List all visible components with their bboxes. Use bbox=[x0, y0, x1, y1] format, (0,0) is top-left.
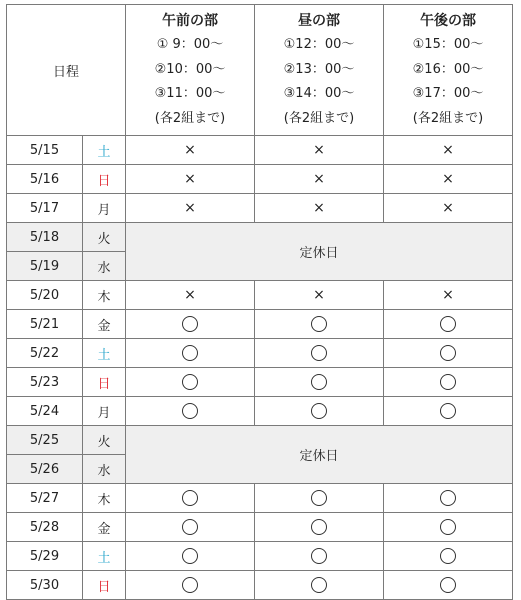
slot-time: ①15：00～ bbox=[412, 37, 484, 53]
slot-time: ③17：00～ bbox=[412, 86, 484, 102]
unavailable-x-icon: × bbox=[442, 287, 454, 303]
weekday-cell: 日 bbox=[83, 165, 126, 194]
date-cell: 5/30 bbox=[7, 571, 83, 600]
availability-cell bbox=[255, 484, 384, 513]
availability-cell bbox=[126, 542, 255, 571]
table-row bbox=[7, 165, 513, 194]
availability-cell bbox=[126, 513, 255, 542]
date-cell: 5/15 bbox=[7, 136, 83, 165]
availability-cell bbox=[384, 513, 513, 542]
slot-time: ③14：00～ bbox=[283, 86, 355, 102]
available-circle-icon bbox=[440, 403, 456, 419]
closed-day-row bbox=[7, 223, 513, 252]
availability-cell bbox=[126, 339, 255, 368]
closed-label: 定休日 bbox=[126, 426, 513, 484]
slot-time: ②13：00～ bbox=[283, 61, 355, 77]
availability-cell bbox=[255, 194, 384, 223]
availability-cell bbox=[255, 368, 384, 397]
available-circle-icon bbox=[182, 519, 198, 535]
available-circle-icon bbox=[311, 490, 327, 506]
table-row bbox=[7, 136, 513, 165]
available-circle-icon bbox=[182, 548, 198, 564]
unavailable-x-icon: × bbox=[442, 200, 454, 216]
date-cell: 5/28 bbox=[7, 513, 83, 542]
available-circle-icon bbox=[182, 577, 198, 593]
header-row bbox=[7, 5, 513, 136]
slot-time: ②10：00～ bbox=[154, 61, 226, 77]
unavailable-x-icon: × bbox=[184, 200, 196, 216]
available-circle-icon bbox=[311, 577, 327, 593]
table-row bbox=[7, 397, 513, 426]
available-circle-icon bbox=[182, 403, 198, 419]
availability-cell bbox=[126, 165, 255, 194]
slot-note: (各2組まで) bbox=[154, 110, 226, 126]
weekday-cell: 金 bbox=[83, 310, 126, 339]
unavailable-x-icon: × bbox=[313, 200, 325, 216]
slot-title: 午後の部 bbox=[420, 12, 477, 29]
slot-title: 昼の部 bbox=[298, 12, 341, 29]
weekday-cell: 日 bbox=[83, 368, 126, 397]
weekday-cell: 月 bbox=[83, 194, 126, 223]
available-circle-icon bbox=[440, 374, 456, 390]
availability-cell bbox=[384, 310, 513, 339]
weekday-cell: 土 bbox=[83, 542, 126, 571]
date-cell: 5/17 bbox=[7, 194, 83, 223]
date-cell: 5/27 bbox=[7, 484, 83, 513]
weekday-cell: 火 bbox=[83, 223, 126, 252]
availability-cell bbox=[255, 136, 384, 165]
table-row bbox=[7, 310, 513, 339]
closed-label: 定休日 bbox=[126, 223, 513, 281]
availability-cell bbox=[384, 397, 513, 426]
noon-slot-header bbox=[255, 5, 384, 136]
available-circle-icon bbox=[440, 345, 456, 361]
availability-cell bbox=[255, 397, 384, 426]
available-circle-icon bbox=[440, 519, 456, 535]
unavailable-x-icon: × bbox=[184, 142, 196, 158]
unavailable-x-icon: × bbox=[313, 287, 325, 303]
weekday-cell: 日 bbox=[83, 571, 126, 600]
date-column-header: 日程 bbox=[7, 5, 126, 136]
date-cell: 5/19 bbox=[7, 252, 83, 281]
available-circle-icon bbox=[311, 345, 327, 361]
unavailable-x-icon: × bbox=[442, 171, 454, 187]
afternoon-slot-header bbox=[384, 5, 513, 136]
weekday-cell: 月 bbox=[83, 397, 126, 426]
slot-time: ③11：00～ bbox=[154, 86, 226, 102]
table-row bbox=[7, 571, 513, 600]
availability-cell bbox=[126, 194, 255, 223]
date-cell: 5/20 bbox=[7, 281, 83, 310]
date-cell: 5/23 bbox=[7, 368, 83, 397]
availability-cell bbox=[255, 571, 384, 600]
slot-note: (各2組まで) bbox=[412, 110, 484, 126]
availability-cell bbox=[255, 165, 384, 194]
available-circle-icon bbox=[182, 345, 198, 361]
available-circle-icon bbox=[182, 316, 198, 332]
slot-time: ① 9：00～ bbox=[156, 37, 224, 53]
date-cell: 5/29 bbox=[7, 542, 83, 571]
closed-day-row bbox=[7, 426, 513, 455]
availability-cell bbox=[126, 397, 255, 426]
available-circle-icon bbox=[440, 316, 456, 332]
weekday-cell: 土 bbox=[83, 339, 126, 368]
available-circle-icon bbox=[182, 374, 198, 390]
table-row bbox=[7, 194, 513, 223]
availability-cell bbox=[384, 136, 513, 165]
weekday-cell: 火 bbox=[83, 426, 126, 455]
availability-cell bbox=[384, 281, 513, 310]
available-circle-icon bbox=[182, 490, 198, 506]
table-row bbox=[7, 513, 513, 542]
slot-time: ②16：00～ bbox=[412, 61, 484, 77]
availability-cell bbox=[384, 571, 513, 600]
availability-cell bbox=[384, 194, 513, 223]
slot-time: ①12：00～ bbox=[283, 37, 355, 53]
weekday-cell: 木 bbox=[83, 484, 126, 513]
available-circle-icon bbox=[440, 490, 456, 506]
weekday-cell: 土 bbox=[83, 136, 126, 165]
unavailable-x-icon: × bbox=[184, 287, 196, 303]
unavailable-x-icon: × bbox=[184, 171, 196, 187]
unavailable-x-icon: × bbox=[442, 142, 454, 158]
availability-cell bbox=[126, 368, 255, 397]
morning-slot-header bbox=[126, 5, 255, 136]
availability-cell bbox=[255, 513, 384, 542]
availability-cell bbox=[384, 368, 513, 397]
schedule-table bbox=[6, 4, 513, 600]
date-cell: 5/16 bbox=[7, 165, 83, 194]
available-circle-icon bbox=[311, 316, 327, 332]
available-circle-icon bbox=[311, 403, 327, 419]
weekday-cell: 金 bbox=[83, 513, 126, 542]
table-row bbox=[7, 542, 513, 571]
availability-cell bbox=[384, 165, 513, 194]
availability-cell bbox=[126, 310, 255, 339]
date-cell: 5/26 bbox=[7, 455, 83, 484]
availability-cell bbox=[255, 310, 384, 339]
availability-cell bbox=[384, 339, 513, 368]
table-row bbox=[7, 339, 513, 368]
date-cell: 5/21 bbox=[7, 310, 83, 339]
availability-cell bbox=[126, 484, 255, 513]
date-cell: 5/25 bbox=[7, 426, 83, 455]
availability-cell bbox=[384, 542, 513, 571]
schedule-body bbox=[7, 136, 513, 600]
date-cell: 5/24 bbox=[7, 397, 83, 426]
availability-cell bbox=[255, 281, 384, 310]
availability-cell bbox=[384, 484, 513, 513]
availability-cell bbox=[126, 571, 255, 600]
date-cell: 5/18 bbox=[7, 223, 83, 252]
available-circle-icon bbox=[311, 548, 327, 564]
available-circle-icon bbox=[440, 548, 456, 564]
table-row bbox=[7, 484, 513, 513]
slot-note: (各2組まで) bbox=[283, 110, 355, 126]
available-circle-icon bbox=[311, 519, 327, 535]
unavailable-x-icon: × bbox=[313, 142, 325, 158]
availability-cell bbox=[255, 542, 384, 571]
date-cell: 5/22 bbox=[7, 339, 83, 368]
availability-cell bbox=[255, 339, 384, 368]
weekday-cell: 水 bbox=[83, 455, 126, 484]
availability-cell bbox=[126, 281, 255, 310]
available-circle-icon bbox=[440, 577, 456, 593]
table-row bbox=[7, 368, 513, 397]
slot-title: 午前の部 bbox=[162, 12, 219, 29]
availability-cell bbox=[126, 136, 255, 165]
unavailable-x-icon: × bbox=[313, 171, 325, 187]
available-circle-icon bbox=[311, 374, 327, 390]
weekday-cell: 木 bbox=[83, 281, 126, 310]
table-row bbox=[7, 281, 513, 310]
weekday-cell: 水 bbox=[83, 252, 126, 281]
